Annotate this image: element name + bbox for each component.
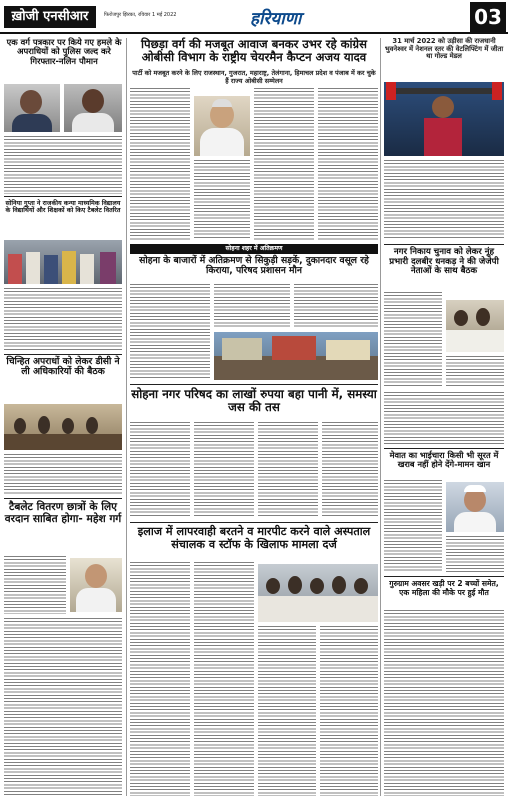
story-text [4,618,122,796]
encroach-kicker-label: सोहना शहर में अतिक्रमण [225,245,283,252]
reporter-photo-2 [64,84,122,132]
reporter-photo-1 [4,84,60,132]
jjp-meeting-photo [446,300,504,352]
story-text [294,284,378,328]
story-text [4,556,66,614]
story-text [4,288,122,352]
masthead [0,0,508,34]
encroach-headline: सोहना के बाजारों में अतिक्रमण से सिकुड़ी सड़कें, दुकानदार वसूल रहे किराया, परिषद प्रशासन मौन [139,255,369,277]
weightlifter-photo [384,82,504,156]
left-top-headline: एक वर्ग पत्रकार पर किये गए हमले के अपराधियों को पुलिस जल्द करे गिरफ्तार-नलिन पौमान [6,37,122,66]
story-text [258,626,316,796]
brand-name: ख़ोजी एनसीआर [11,9,89,24]
tablet-headline: टैबलेट वितरण छात्रों के लिए वरदान साबित होगा- महेश गर्ग [4,501,122,525]
hospital-headline: इलाज में लापरवाही बरतने व मारपीट करने वाले अस्पताल संचालक व स्टॉफ के खिलाफ मामला दर्ज [137,525,371,551]
story-text [4,136,122,194]
nagar-headline-display: नगर निकाय चुनाव को लेकर नूंह प्रभारी दलबीर धनकड़ ने की जेजेपी नेताओं के साथ बैठक [389,247,499,277]
dateline: फिरोजपुर झिरका, रविवार 1 मई 2022 [104,12,177,18]
story-text [194,562,254,796]
section-title: हरियाणा [250,9,302,29]
gurugram-headline: गुरुग्राम अवसर खड़ी पर 2 बच्चों समेत, एक महिला की मौके पर हुई मौत [389,579,499,597]
story-text [130,88,190,240]
left-mid-headline: सोनिया गुप्ता ने राजकीय कन्या माध्यमिक विद्यालय के विद्यार्थियों और शिक्षकों को किए टैबलेट वितरित [5,200,121,215]
story-text [384,392,504,446]
brand-logo [4,6,96,28]
story-text [194,160,250,240]
story-text [320,626,378,796]
main-deck: पार्टी को मजबूत करने के लिए राजस्थान, गुजरात, महाराष्ट्र, तेलंगाना, हिमाचल प्रदेश व पंजाब में कर चुके हैं राज्य ओबीसी सम्मेलन [132,69,376,85]
story-text [214,284,290,328]
story-text [446,536,504,572]
story-text [384,480,442,572]
meeting-photo [4,404,122,450]
story-text [384,160,504,240]
ajay-yadav-photo [194,96,250,156]
story-text [4,454,122,494]
encroach-kicker [130,244,378,254]
story-text [130,284,210,380]
story-text [130,422,190,518]
water-headline: सोहना नगर परिषद का लाखों रुपया बहा पानी में, समस्या जस की तस [131,387,377,415]
page-number: 03 [470,2,506,32]
mahesh-garg-photo [70,558,122,612]
main-headline: पिछड़ा वर्ग की मजबूत आवाज बनकर उभर रहे कांग्रेस ओबीसी विभाग के राष्ट्रीय चेयरमैन कैप्टन अजय यादव [141,37,367,64]
story-text [130,562,190,796]
maman-khan-photo [446,482,504,532]
story-text [318,88,378,240]
story-text [384,610,504,796]
mewat-headline: मेवात का भाईचारा किसी भी सूरत में खराब नहीं होने देंगे-मामन खान [389,450,499,470]
market-photo [214,332,378,380]
school-photo [4,240,122,284]
hospital-photo [258,564,378,622]
story-text [258,422,318,518]
story-text [254,88,314,240]
story-text [384,292,442,388]
story-text [322,422,378,518]
story-text [194,422,254,518]
story-text [446,356,504,388]
left-lower-headline: चिन्हित अपराधों को लेकर डीसी ने ली अधिकारियों की बैठक [6,356,120,378]
top-right-headline: 31 मार्च 2022 को उड़ीसा की राजधानी भुवनेश्वर में नेशनल स्तर की वेटलिफ्टिंग में जीता था गोल्ड मेडल [384,37,504,61]
